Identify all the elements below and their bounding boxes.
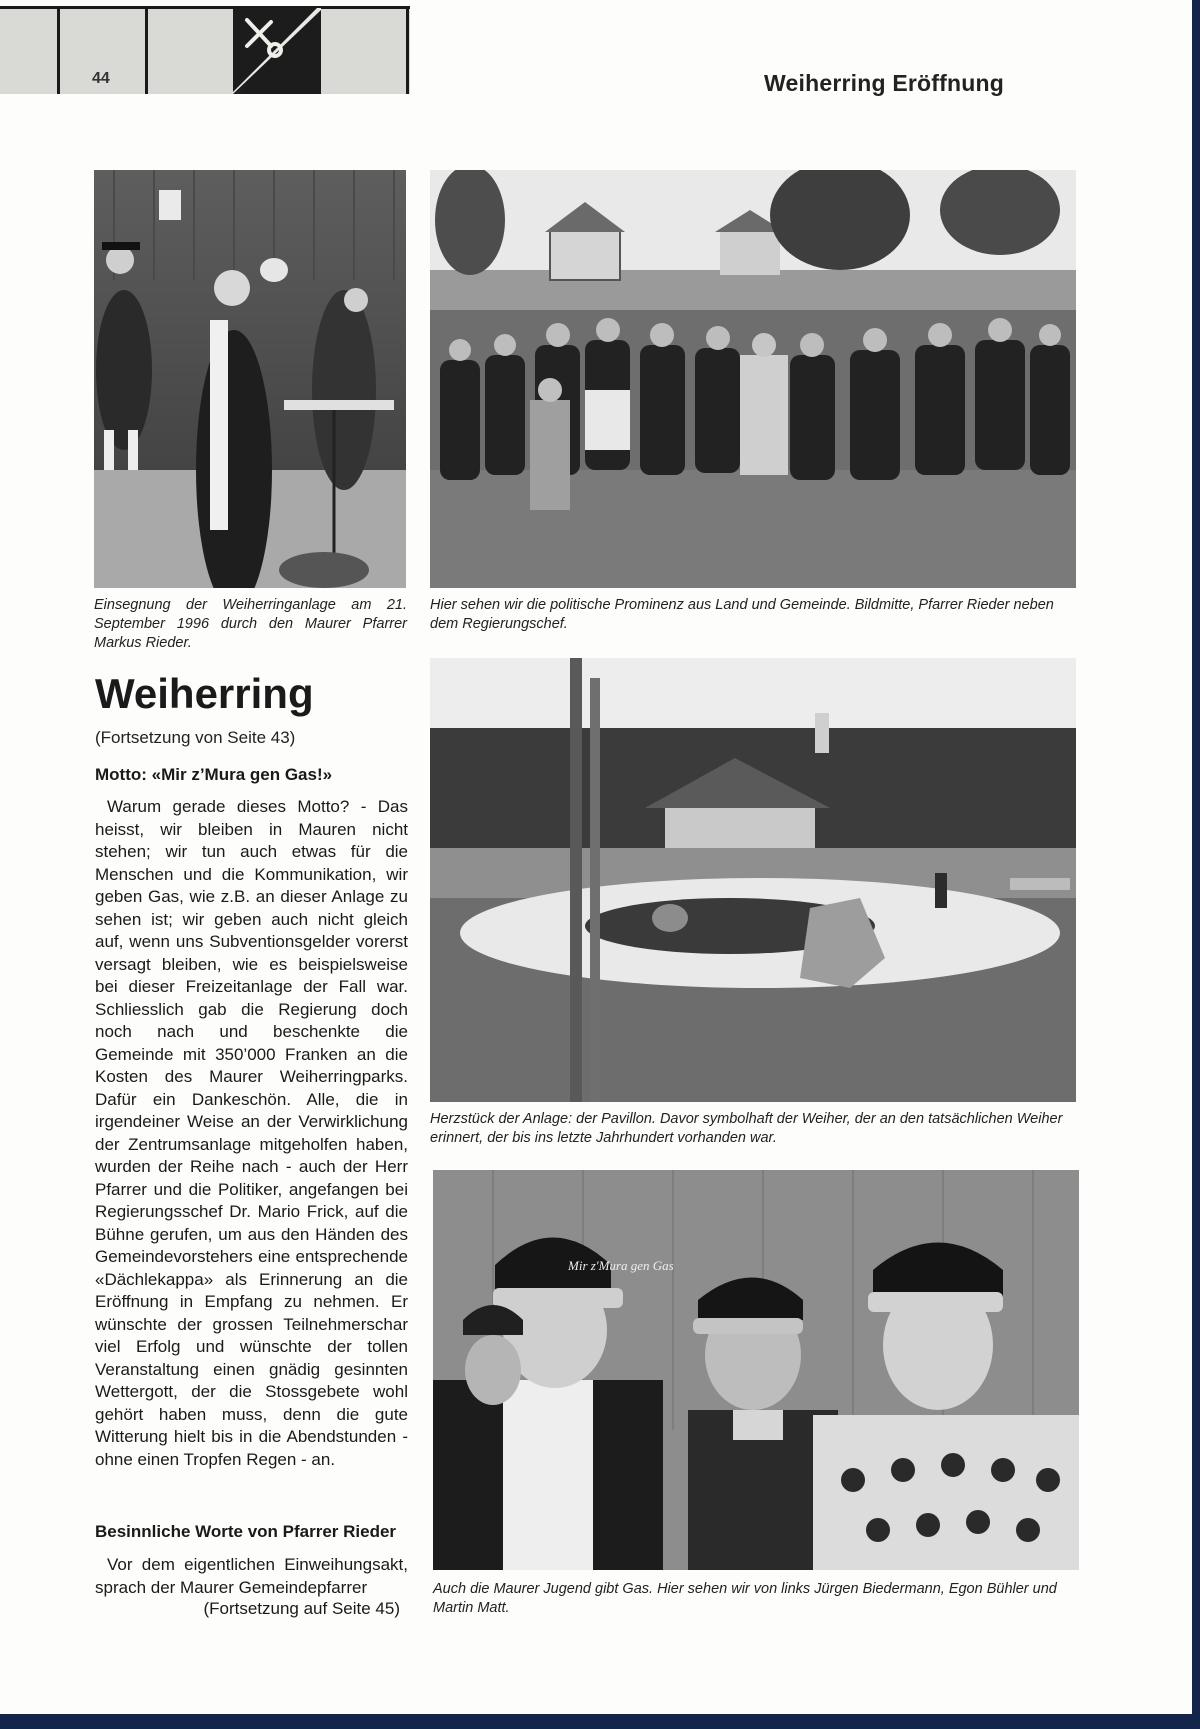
page-number: 44 (92, 70, 110, 87)
article-paragraph: Vor dem eigentlichen Einweihungsakt, sprach der Maurer Gemeindepfarrer (95, 1555, 408, 1597)
continued-from: (Fortsetzung von Seite 43) (95, 728, 296, 747)
scan-border (1192, 0, 1200, 1729)
header-cell (0, 8, 60, 94)
header-cell (324, 8, 409, 94)
motto-heading: Motto: «Mir z’Mura gen Gas!» (95, 765, 333, 784)
section-title: Weiherring Eröffnung (764, 70, 1004, 96)
photo-pavilion (430, 658, 1076, 1102)
photo-crowd (430, 170, 1076, 588)
cap-slogan: Mir z'Mura gen Gas (568, 1258, 674, 1273)
coat-of-arms-icon (233, 8, 321, 94)
header-cell (148, 8, 236, 94)
article-headline: Weiherring (95, 670, 314, 717)
article-paragraph: Warum gerade dieses Motto? - Das heisst, wir bleiben in Mauren nicht stehen; wir tun auch etwas für die Menschen und die Kommunikation, wir geben Gas, wie z.B. an dieser Anlage zu sehen ist; wir geben auch nicht gleich auf, wenn uns Subventionsgelder vorerst versagt bleiben, wie es beispielsweise bei dieser Freizeitanlage der Fall war. Schliesslich gab die Regierung doch noch nach und beschenkte die Gemeinde mit 350’000 Franken an die Kosten des Maurer Weiherringparks. Dafür ein Dankeschön. Alle, die in irgendeiner Weise an der Verwirklichung der Zentrumsanlage mitgeholfen haben, wurden der Reihe nach - auch der Herr Pfarrer und die Politiker, angefangen bei Regierungsschef Dr. Mario Frick, auf die Bühne gerufen, um aus den Händen des Gemeindevorstehers eine entsprechende «Dächlekappa» als Erinnerung an die Eröffnung in Empfang zu nehmen. Er wünschte der grossen Teilnehmerschar viel Erfolg und wünschte der tollen Veranstaltung einen gnädig gesinnten Wettergott, der die Stossgebete wohl gehört haben muss, denn die gute Witterung hielt bis in die Abendstunden - ohne einen Tropfen Regen - an. (95, 797, 408, 1469)
besinnung-heading: Besinnliche Worte von Pfarrer Rieder (95, 1522, 397, 1541)
caption-pavilion: Herzstück der Anlage: der Pavillon. Davor symbolhaft der Weiher, der an den tatsächlichen Weiher erinnert, der bis ins letzte Jahrhundert vorhanden war. (430, 1111, 1063, 1146)
caption-blessing: Einsegnung der Weiherringanlage am 21. September 1996 durch den Maurer Pfarrer Markus Rieder. (94, 597, 407, 651)
photo-youth (433, 1170, 1079, 1570)
continued-to: (Fortsetzung auf Seite 45) (203, 1599, 400, 1618)
photo-blessing (94, 170, 406, 588)
caption-crowd: Hier sehen wir die politische Prominenz aus Land und Gemeinde. Bildmitte, Pfarrer Rieder neben dem Regierungschef. (430, 597, 1054, 632)
caption-youth: Auch die Maurer Jugend gibt Gas. Hier sehen wir von links Jürgen Biedermann, Egon Bühler und Martin Matt. (433, 1581, 1057, 1616)
scan-border (0, 1714, 1200, 1729)
